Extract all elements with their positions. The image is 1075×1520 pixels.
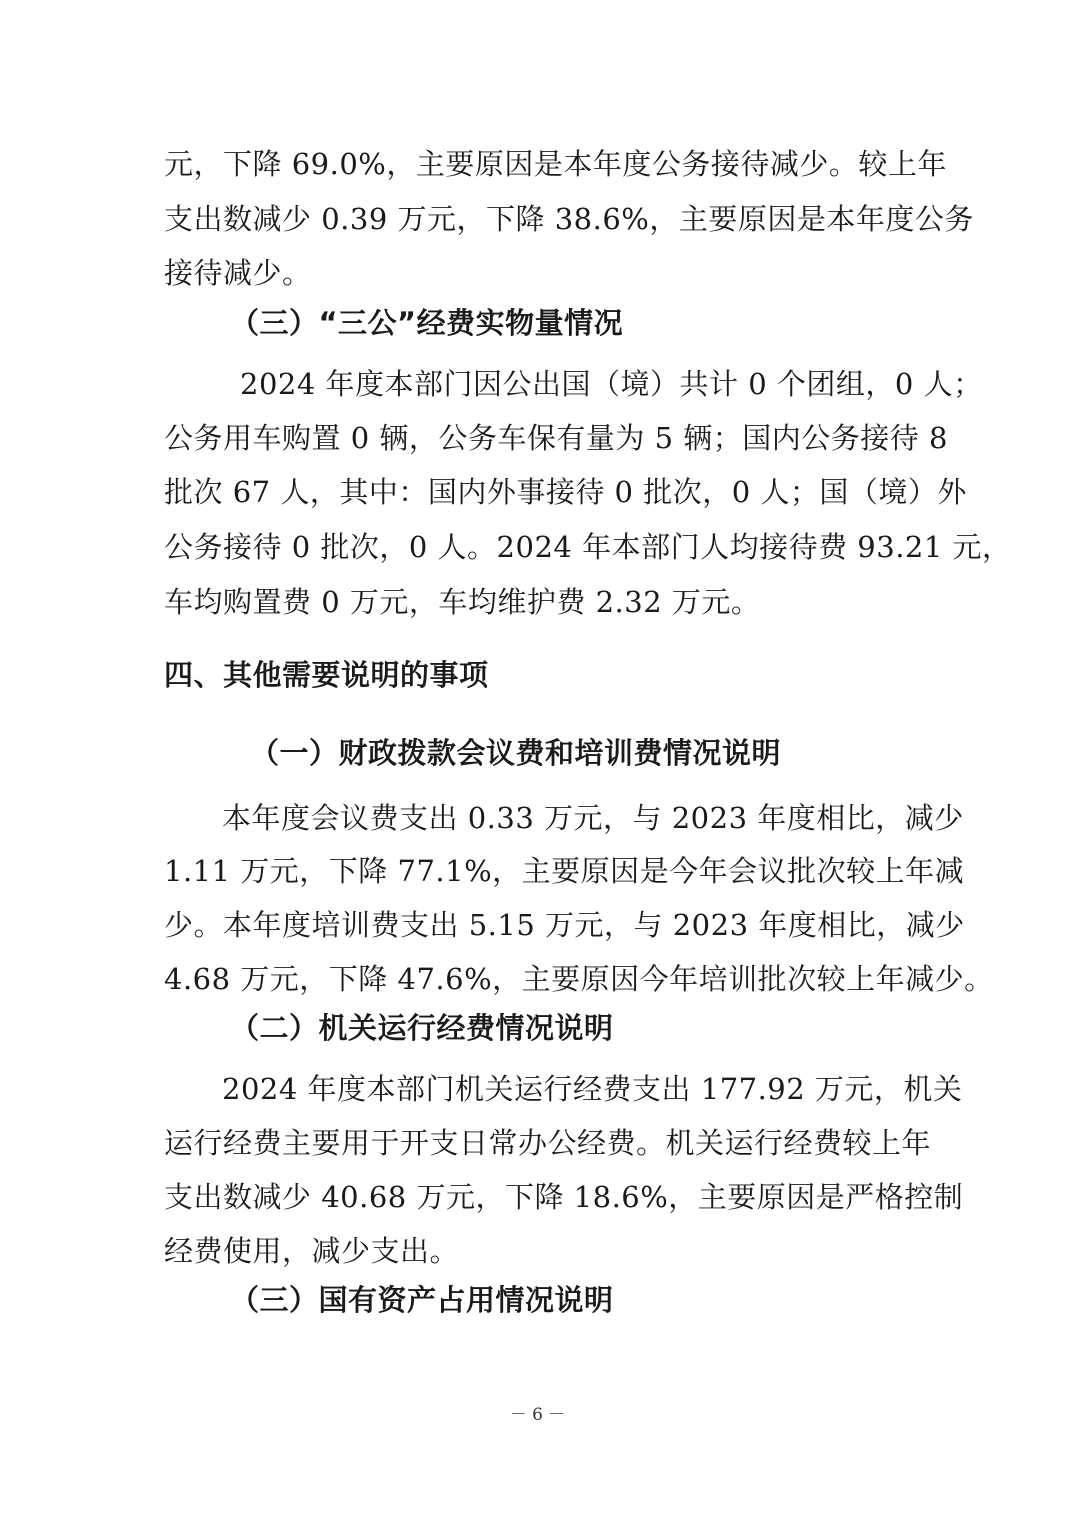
- paragraph-line: 接待减少。: [164, 256, 312, 290]
- chapter-heading: 四、其他需要说明的事项: [164, 658, 489, 692]
- paragraph-line: 少。本年度培训费支出 5.15 万元，与 2023 年度相比，减少: [164, 908, 965, 942]
- paragraph-line: 1.11 万元，下降 77.1%，主要原因是今年会议批次较上年减: [164, 854, 965, 888]
- paragraph-line: 车均购置费 0 万元，车均维护费 2.32 万元。: [164, 585, 761, 619]
- paragraph-line: 4.68 万元，下降 47.6%，主要原因今年培训批次较上年减少。: [164, 962, 994, 996]
- section-heading: （三）“三公”经费实物量情况: [230, 306, 624, 340]
- section-heading: （三）国有资产占用情况说明: [230, 1283, 614, 1317]
- paragraph-line: 2024 年度本部门因公出国（境）共计 0 个团组，0 人；: [240, 367, 983, 401]
- paragraph-line: 批次 67 人，其中：国内外事接待 0 批次，0 人；国（境）外: [164, 475, 967, 509]
- section-heading: （一）财政拨款会议费和培训费情况说明: [250, 736, 782, 770]
- paragraph-line: 支出数减少 0.39 万元，下降 38.6%，主要原因是本年度公务: [164, 202, 974, 236]
- paragraph-line: 支出数减少 40.68 万元，下降 18.6%，主要原因是严格控制: [164, 1180, 964, 1214]
- paragraph-line: 元，下降 69.0%，主要原因是本年度公务接待减少。较上年: [164, 147, 947, 181]
- paragraph-line: 运行经费主要用于开支日常办公经费。机关运行经费较上年: [164, 1126, 932, 1160]
- paragraph-line: 经费使用，减少支出。: [164, 1234, 460, 1268]
- paragraph-line: 2024 年度本部门机关运行经费支出 177.92 万元，机关: [222, 1072, 963, 1106]
- paragraph-line: 公务用车购置 0 辆，公务车保有量为 5 辆；国内公务接待 8: [164, 421, 948, 455]
- section-heading: （二）机关运行经费情况说明: [230, 1011, 614, 1045]
- page-number: － 6 －: [509, 1405, 566, 1425]
- paragraph-line: 本年度会议费支出 0.33 万元，与 2023 年度相比，减少: [222, 801, 964, 835]
- paragraph-line: 公务接待 0 批次，0 人。2024 年本部门人均接待费 93.21 元，: [164, 530, 1012, 564]
